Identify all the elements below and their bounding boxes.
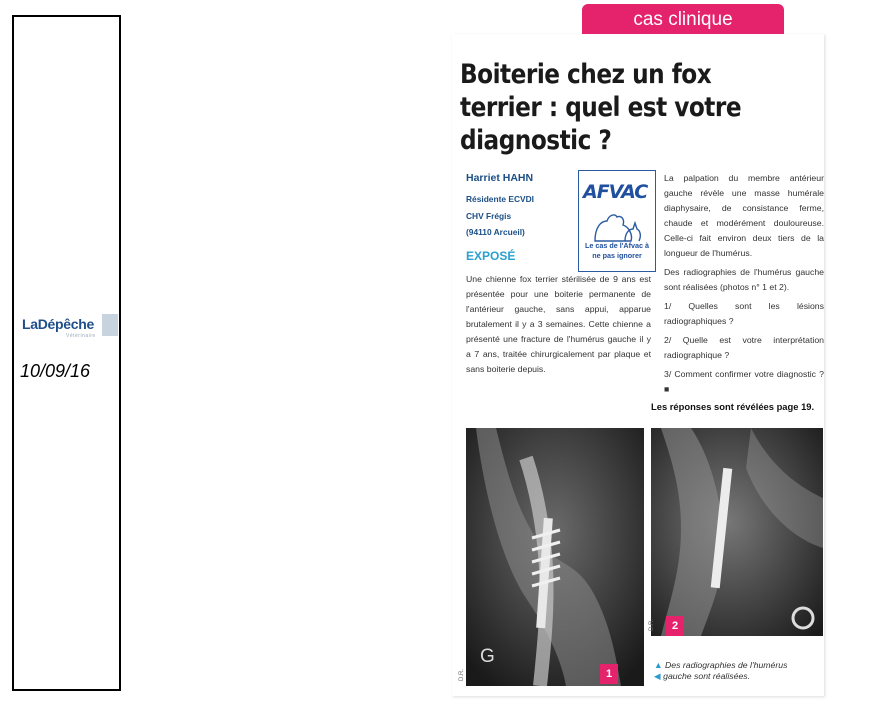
dog-cat-icon (587, 207, 647, 243)
xray-image-2 (651, 428, 823, 636)
logo-depeche: Dépêche (37, 316, 95, 332)
logo-subtitle: Vétérinaire (66, 333, 96, 339)
answers-note: Les réponses sont révélées page 19. (651, 401, 815, 412)
xray-2-drawing (651, 428, 823, 636)
question-2: 2/ Quelle est votre interprétation radiographique ? (664, 335, 824, 360)
xray-side-label: G (480, 646, 495, 667)
section-tab: cas clinique (582, 4, 784, 34)
affiliation-line: (94110 Arcueil) (466, 227, 525, 237)
author-name: Harriet HAHN (466, 172, 534, 184)
la-depeche-logo (22, 316, 116, 339)
right-column (664, 171, 824, 397)
figure-caption (654, 660, 787, 682)
afvac-badge (578, 170, 656, 272)
palpation-paragraph: La palpation du membre antérieur gauche révèle une masse humérale diaphysaire, de consistance ferme, chaude et modérément douloureuse. Celle-ci fait environ deux tiers de la longueur de l'humérus. (664, 173, 824, 258)
triangle-left-icon: ◀ (654, 671, 661, 681)
triangle-up-icon: ▲ (654, 660, 663, 670)
section-heading: EXPOSÉ (466, 249, 516, 263)
photo-number-1: 1 (600, 664, 618, 684)
affiliation-line: Résidente ECVDI (466, 194, 534, 204)
radiography-paragraph: Des radiographies de l'humérus gauche sont réalisées (photos n° 1 et 2). (664, 267, 824, 292)
afvac-caption: Le cas de l'Afvac à ne pas ignorer (584, 241, 650, 260)
author-affiliation (466, 191, 534, 241)
caption-line-2: gauche sont réalisées. (663, 671, 751, 681)
afvac-logo-text: AFVAC (583, 181, 648, 203)
caption-line-1: Des radiographies de l'humérus (665, 660, 788, 670)
question-1: 1/ Quelles sont les lésions radiographiques ? (664, 301, 824, 326)
question-3: 3/ Comment confirmer votre diagnostic ? ■ (664, 369, 824, 394)
expose-text: Une chienne fox terrier stérilisée de 9 ans est présentée pour une boiterie permanente de l'antérieur gauche, sans appui, apparue brutalement il y a 3 semaines. Cette chienne a présenté une fracture de l'humérus gauche il y a 7 ans, traitée chirurgicalement par plaque et sans boiterie depuis. (466, 274, 651, 374)
photo-credit-2: D.R. (649, 619, 655, 631)
photo-credit-1: D.R. (459, 669, 465, 681)
photo-number-2: 2 (666, 616, 684, 636)
logo-la: La (22, 316, 38, 332)
article-title: Boiterie chez un fox terrier : quel est votre diagnostic ? (460, 59, 742, 156)
affiliation-line: CHV Frégis (466, 210, 512, 221)
date-frame (12, 15, 121, 691)
publication-date: 10/09/16 (20, 361, 91, 381)
